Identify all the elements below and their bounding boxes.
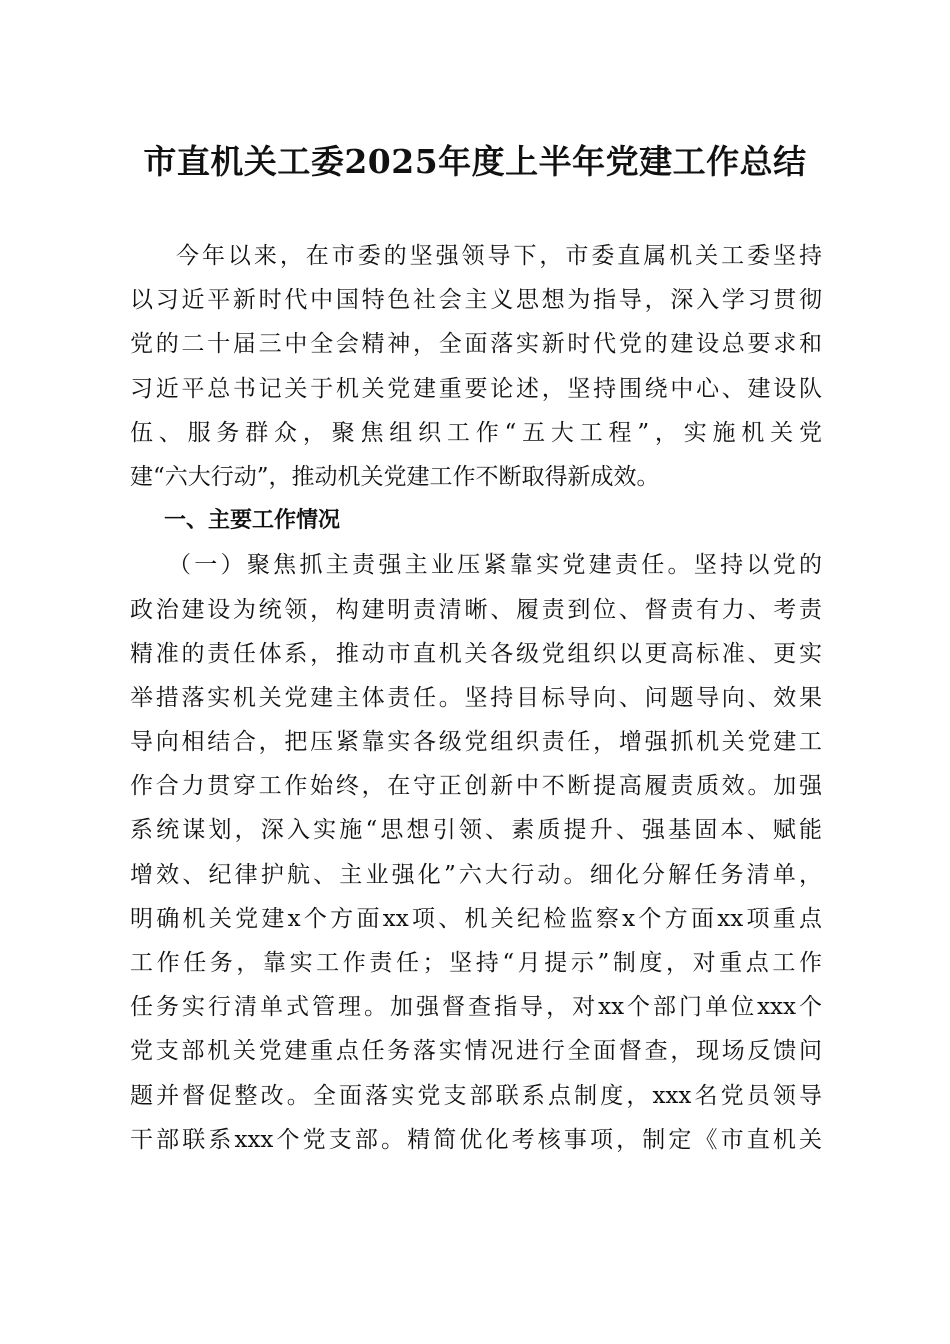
paragraph-line: 题并督促整改。全面落实党支部联系点制度，xxx名党员领导 (130, 1082, 822, 1109)
paragraph-line: 精准的责任体系，推动市直机关各级党组织以更高标准、更实 (130, 640, 822, 667)
paragraph-line: 工作任务，靠实工作责任；坚持“月提示”制度，对重点工作 (130, 950, 822, 976)
paragraph-line: 政治建设为统领，构建明责清晰、履责到位、督责有力、考责 (130, 596, 822, 623)
paragraph-line: 伍、服务群众，聚焦组织工作“五大工程”，实施机关党 (130, 419, 822, 446)
paragraph-line: 增效、纪律护航、主业强化”六大行动。细化分解任务清单， (130, 861, 822, 888)
paragraph-line: 今年以来，在市委的坚强领导下，市委直属机关工委坚持 (176, 243, 822, 269)
paragraph-line: 明确机关党建x个方面xx项、机关纪检监察x个方面xx项重点 (130, 905, 822, 932)
paragraph-line: 系统谋划，深入实施“思想引领、素质提升、强基固本、赋能 (130, 817, 822, 844)
section-heading: 一、主要工作情况 (164, 508, 341, 534)
paragraph-line: 建“六大行动”，推动机关党建工作不断取得新成效。 (130, 463, 660, 490)
paragraph-line: 作合力贯穿工作始终，在守正创新中不断提高履责质效。加强 (130, 773, 822, 800)
paragraph-line: 举措落实机关党建主体责任。坚持目标导向、问题导向、效果 (130, 684, 822, 711)
paragraph-line: 党的二十届三中全会精神，全面落实新时代党的建设总要求和 (130, 331, 822, 358)
paragraph-line: 以习近平新时代中国特色社会主义思想为指导，深入学习贯彻 (130, 287, 822, 314)
paragraph-line: 党支部机关党建重点任务落实情况进行全面督查，现场反馈问 (130, 1038, 822, 1065)
paragraph-line: 干部联系xxx个党支部。精简优化考核事项，制定《市直机关 (130, 1126, 822, 1153)
paragraph-line: 导向相结合，把压紧靠实各级党组织责任，增强抓机关党建工 (130, 729, 822, 756)
paragraph-line: （一）聚焦抓主责强主业压紧靠实党建责任。坚持以党的 (168, 552, 822, 579)
document-title: 市直机关工委2025年度上半年党建工作总结 (143, 142, 807, 181)
paragraph-line: 任务实行清单式管理。加强督查指导，对xx个部门单位xxx个 (130, 994, 822, 1021)
paragraph-line: 习近平总书记关于机关党建重要论述，坚持围绕中心、建设队 (130, 375, 822, 402)
document-body (130, 234, 822, 1162)
